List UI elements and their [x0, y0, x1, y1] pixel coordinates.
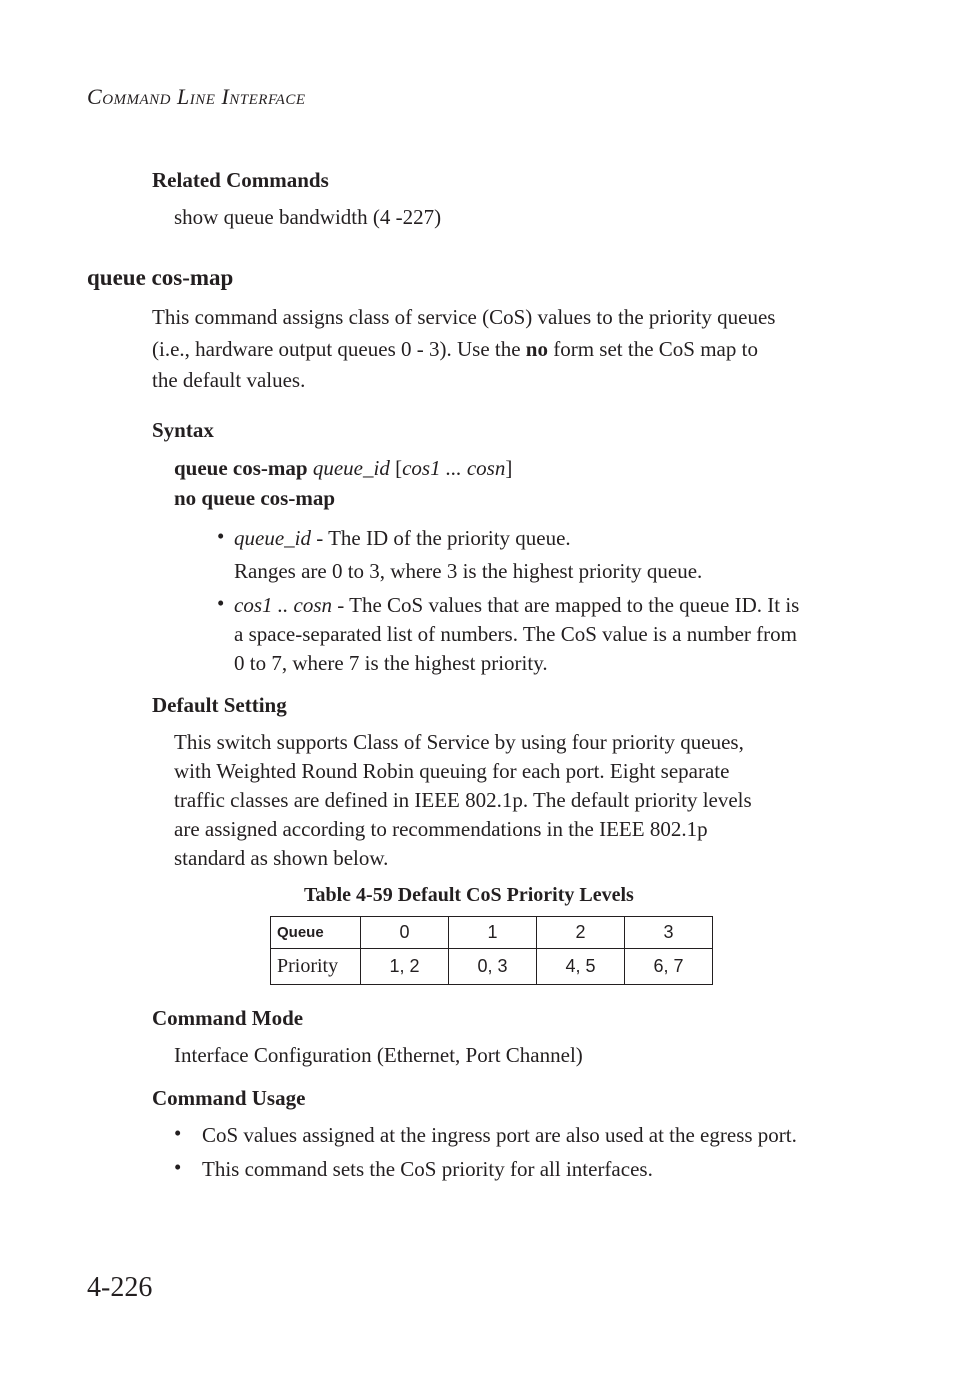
syntax-bullet-2	[234, 591, 799, 678]
table-cell: 0	[361, 917, 449, 949]
bullet-1-line-2: Ranges are 0 to 3, where 3 is the highest priority queue.	[234, 559, 703, 583]
header-cap-2: L	[177, 84, 190, 109]
command-mode-heading: Command Mode	[152, 1006, 304, 1030]
header-rest-2: INE	[189, 92, 216, 108]
table-cell: 0, 3	[449, 949, 537, 985]
header-rest-1: OMMAND	[102, 92, 172, 108]
default-line: This switch supports Class of Service by using four priority queues,	[174, 730, 744, 754]
command-usage-heading: Command Usage	[152, 1086, 306, 1110]
default-line: traffic classes are defined in IEEE 802.1p. The default priority levels	[174, 788, 752, 812]
related-commands-heading: Related Commands	[152, 168, 329, 192]
bullet-2-text: - The CoS values that are mapped to the queue ID. It is	[332, 593, 800, 617]
default-setting-heading: Default Setting	[152, 693, 287, 717]
usage-bullet-dot: •	[174, 1155, 182, 1179]
syntax-line-1	[174, 454, 512, 483]
table-row	[271, 949, 713, 985]
default-setting-text	[174, 728, 752, 873]
desc-no-keyword: no	[525, 336, 548, 361]
syntax-bullet-1	[234, 524, 702, 586]
desc-line-3: the default values.	[152, 368, 306, 392]
page-number: 4-226	[87, 1272, 153, 1303]
desc-line-2c: form set the CoS map to	[547, 336, 758, 361]
syntax-line-2: no queue cos-map	[174, 486, 336, 510]
bullet-2-line-2: a space-separated list of numbers. The CoS value is a number from	[234, 622, 797, 646]
desc-line-1: This command assigns class of service (CoS) values to the priority queues	[152, 305, 776, 329]
cos-priority-table	[270, 916, 713, 985]
usage-item-1: CoS values assigned at the ingress port are also used at the egress port.	[202, 1123, 797, 1147]
header-cap-1: C	[87, 84, 103, 109]
default-line: standard as shown below.	[174, 846, 389, 870]
desc-line-2a: (i.e., hardware output queues 0 - 3). Use the	[152, 336, 526, 361]
table-row-label-priority: Priority	[271, 949, 361, 985]
desc-line-2	[152, 334, 775, 366]
command-description	[152, 302, 775, 397]
syntax-bullet-1-dot: •	[217, 524, 225, 548]
table-row-label-queue: Queue	[271, 917, 361, 949]
command-mode-text: Interface Configuration (Ethernet, Port Channel)	[174, 1043, 583, 1067]
bullet-1-term: queue_id	[234, 526, 311, 550]
bullet-1-text: - The ID of the priority queue.	[310, 526, 571, 550]
default-line: are assigned according to recommendations in the IEEE 802.1p	[174, 817, 708, 841]
table-cell: 1	[449, 917, 537, 949]
syntax-command: queue cos-map	[174, 456, 308, 480]
bullet-2-line-3: 0 to 7, where 7 is the highest priority.	[234, 651, 548, 675]
command-title: queue cos-map	[87, 265, 234, 290]
table-caption: Table 4-59 Default CoS Priority Levels	[304, 884, 634, 906]
syntax-heading: Syntax	[152, 418, 214, 442]
usage-bullet-dot: •	[174, 1121, 182, 1145]
syntax-bracket-close: ]	[505, 456, 513, 480]
default-line: with Weighted Round Robin queuing for each port. Eight separate	[174, 759, 730, 783]
header-cap-3: I	[221, 84, 230, 109]
table-cell: 6, 7	[625, 949, 713, 985]
table-row	[271, 917, 713, 949]
usage-item-2: This command sets the CoS priority for all interfaces.	[202, 1157, 653, 1181]
bullet-2-term: cos1 .. cosn	[234, 593, 332, 617]
running-header	[87, 84, 306, 110]
related-commands-text: show queue bandwidth (4 -227)	[174, 205, 442, 229]
table-cell: 3	[625, 917, 713, 949]
syntax-bracket-open: [	[395, 456, 403, 480]
syntax-arg-cos: cos1 ... cosn	[402, 456, 506, 480]
header-rest-3: NTERFACE	[229, 92, 306, 108]
syntax-bullet-2-dot: •	[217, 591, 225, 615]
table-cell: 4, 5	[537, 949, 625, 985]
syntax-arg-queue-id: queue_id	[312, 456, 390, 480]
table-cell: 1, 2	[361, 949, 449, 985]
table-cell: 2	[537, 917, 625, 949]
